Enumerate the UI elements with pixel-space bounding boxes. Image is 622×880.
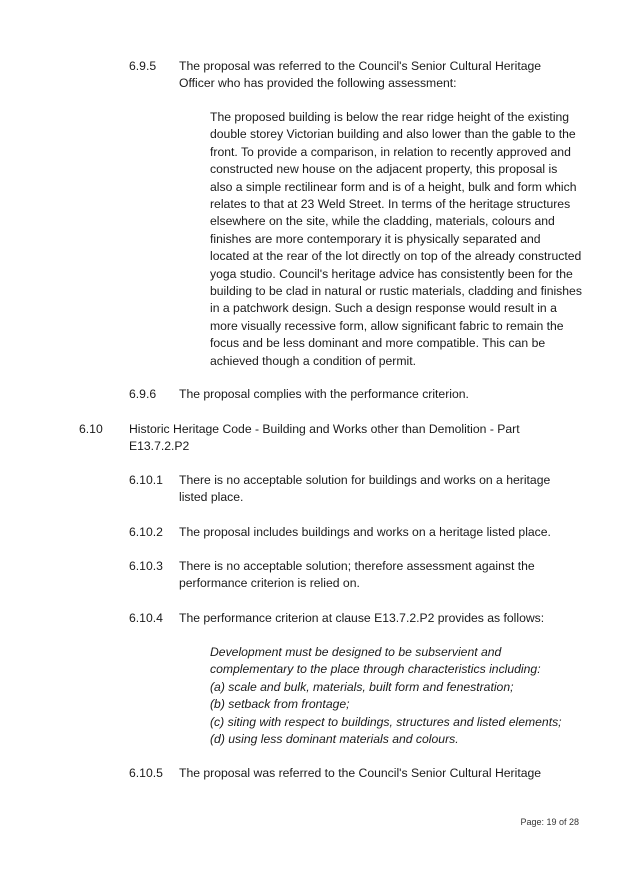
- criterion-item-c: (c) siting with respect to buildings, structures and listed elements;: [210, 714, 562, 729]
- criterion-item-a: (a) scale and bulk, materials, built form and fenestration;: [210, 679, 514, 694]
- clause-text-6-10-5: The proposal was referred to the Council's Senior Cultural Heritage: [179, 766, 542, 780]
- criterion-item-d: (d) using less dominant materials and colours.: [210, 732, 459, 747]
- clause-number-6-10-3: 6.10.3: [129, 559, 163, 573]
- section-number-6-10: 6.10: [79, 422, 103, 436]
- clause-number-6-10-5: 6.10.5: [129, 766, 163, 780]
- performance-criterion-quote: [210, 644, 582, 748]
- page-number: Page: 19 of 28: [520, 817, 579, 827]
- clause-number-6-10-1: 6.10.1: [129, 473, 163, 487]
- clause-text-6-9-6: The proposal complies with the performance criterion.: [179, 387, 469, 401]
- criterion-item-b: (b) setback from frontage;: [210, 697, 350, 712]
- section-heading-6-10: Historic Heritage Code - Building and Works other than Demolition - Part E13.7.2.P2: [129, 422, 520, 454]
- clause-text-6-10-4: The performance criterion at clause E13.7.2.P2 provides as follows:: [179, 611, 545, 625]
- heritage-assessment-quote: [210, 109, 582, 370]
- clause-number-6-9-6: 6.9.6: [129, 387, 157, 401]
- clause-text-6-10-3: There is no acceptable solution; therefore assessment against the performance criterion is relied on.: [179, 559, 535, 591]
- clause-text-6-10-1: There is no acceptable solution for buildings and works on a heritage listed place.: [179, 473, 551, 505]
- heritage-assessment-text: The proposed building is below the rear ridge height of the existing double storey Victorian building and also lower than the gable to the front. To provide a comparison, in relation to recently approved and constructed new house on the adjacent property, this proposal is also a simple rectilinear form and is of a height, bulk and form which relates to that at 23 Weld Street. In terms of the heritage structures elsewhere on the site, while the cladding, materials, colours and finishes are more contemporary it is physically separated and located at the rear of the lot directly on top of the already constructed yoga studio. Council's heritage advice has consistently been for the building to be clad in natural or rustic materials, cladding and finishes in a patchwork design. Such a design response would result in a more visually recessive form, allow significant fabric to remain the focus and be less dominant and more compatible. This can be achieved though a condition of permit.: [210, 110, 582, 368]
- clause-number-6-10-4: 6.10.4: [129, 611, 163, 625]
- clause-text-6-10-2: The proposal includes buildings and works on a heritage listed place.: [179, 525, 551, 539]
- criterion-intro: Development must be designed to be subservient and complementary to the place through characteristics including:: [210, 645, 541, 677]
- clause-text-6-9-5: The proposal was referred to the Council's Senior Cultural Heritage Officer who has provided the following assessment:: [179, 59, 542, 91]
- clause-number-6-10-2: 6.10.2: [129, 525, 163, 539]
- clause-number-6-9-5: 6.9.5: [129, 59, 157, 73]
